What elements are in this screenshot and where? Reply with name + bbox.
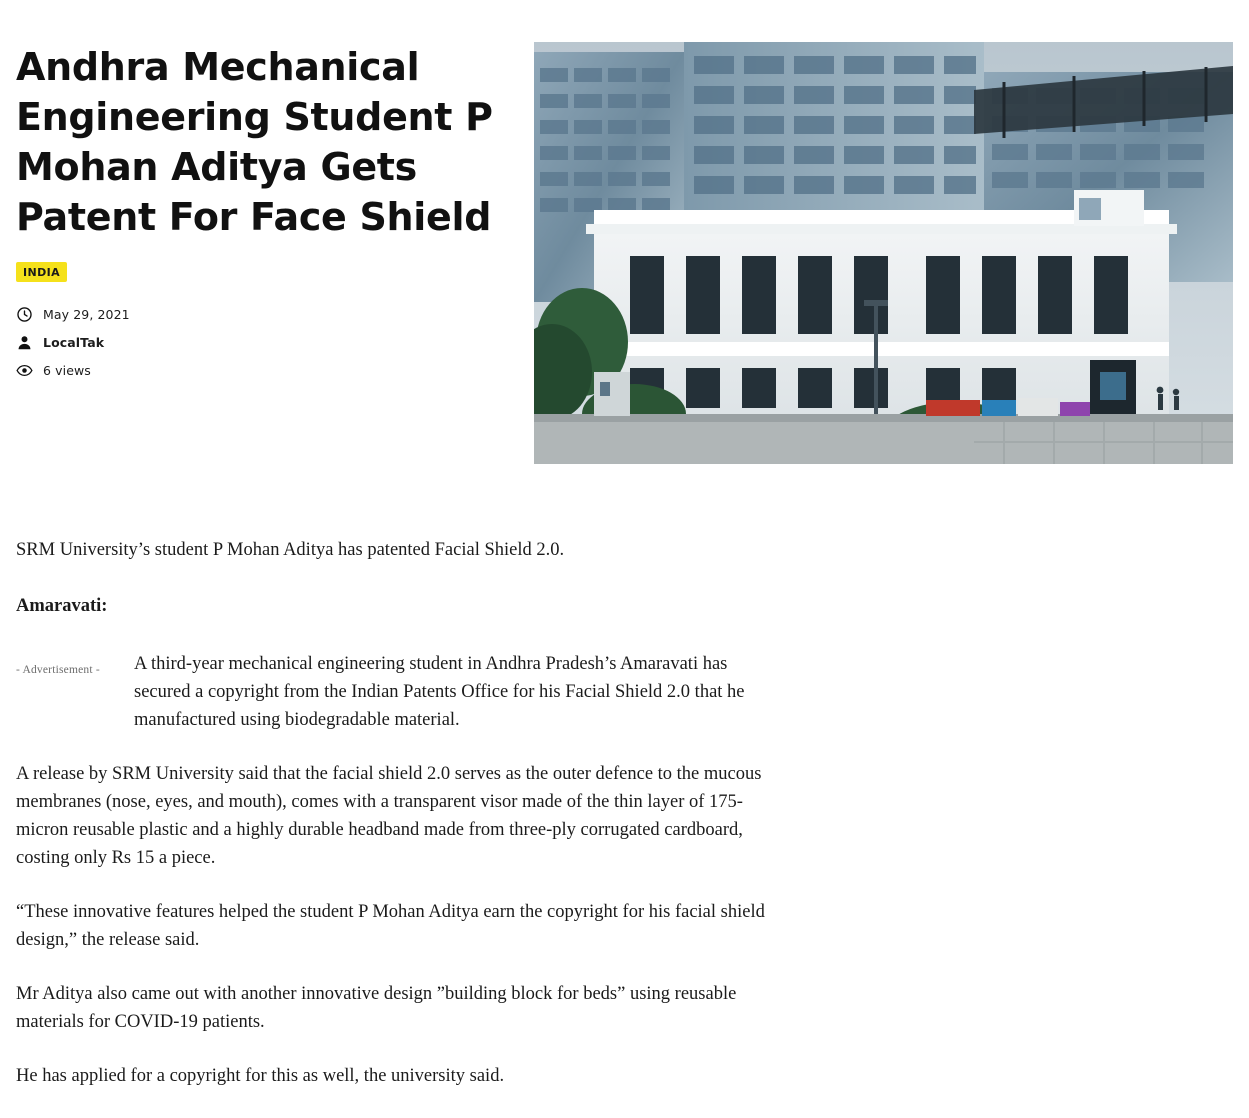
meta-views: 6 views bbox=[43, 362, 91, 378]
meta-author[interactable]: LocalTak bbox=[43, 334, 105, 350]
body-lead: SRM University’s student P Mohan Aditya has patented Facial Shield 2.0. bbox=[16, 540, 565, 560]
body-paragraph-2: A release by SRM University said that the facial shield 2.0 serves as the outer defence to the mucous membranes (nose, eyes, and mouth), comes with a transparent visor made of the thin layer of 175-micron reusable plastic and a highly durable headband made from three-ply corrugated cardboard, costing only Rs 15 a piece. bbox=[16, 764, 762, 868]
eye-icon bbox=[16, 362, 33, 379]
meta-date: May 29, 2021 bbox=[43, 306, 130, 322]
article-meta bbox=[16, 262, 496, 384]
meta-rows bbox=[16, 300, 496, 384]
advertisement-slot[interactable] bbox=[16, 654, 128, 706]
article-body bbox=[0, 536, 1249, 1116]
meta-row-author bbox=[16, 328, 496, 356]
body-paragraph-4: Mr Aditya also came out with another innovative design ”building block for beds” using reusable materials for COVID-19 patients. bbox=[16, 984, 737, 1032]
body-paragraph-1: A third-year mechanical engineering student in Andhra Pradesh’s Amaravati has secured a copyright from the Indian Patents Office for his Facial Shield 2.0 that he manufactured using biodegradable material. bbox=[134, 654, 745, 730]
article-header bbox=[0, 0, 1249, 378]
article-body-column bbox=[16, 536, 784, 1090]
body-paragraph-3: “These innovative features helped the student P Mohan Aditya earn the copyright for his facial shield design,” the release said. bbox=[16, 902, 765, 950]
status-badge[interactable]: INDIA bbox=[16, 262, 67, 282]
user-icon bbox=[16, 334, 33, 351]
campus-building-photo bbox=[534, 42, 1233, 464]
page-title: Andhra Mechanical Engineering Student P Mohan Aditya Gets Patent For Face Shield bbox=[16, 45, 493, 239]
meta-row-views bbox=[16, 356, 496, 384]
body-dateline: Amaravati: bbox=[16, 596, 108, 616]
meta-row-date bbox=[16, 300, 496, 328]
body-paragraph-5: He has applied for a copyright for this as well, the university said. bbox=[16, 1066, 505, 1086]
clock-icon bbox=[16, 306, 33, 323]
advertisement-label: - Advertisement - bbox=[16, 664, 100, 676]
